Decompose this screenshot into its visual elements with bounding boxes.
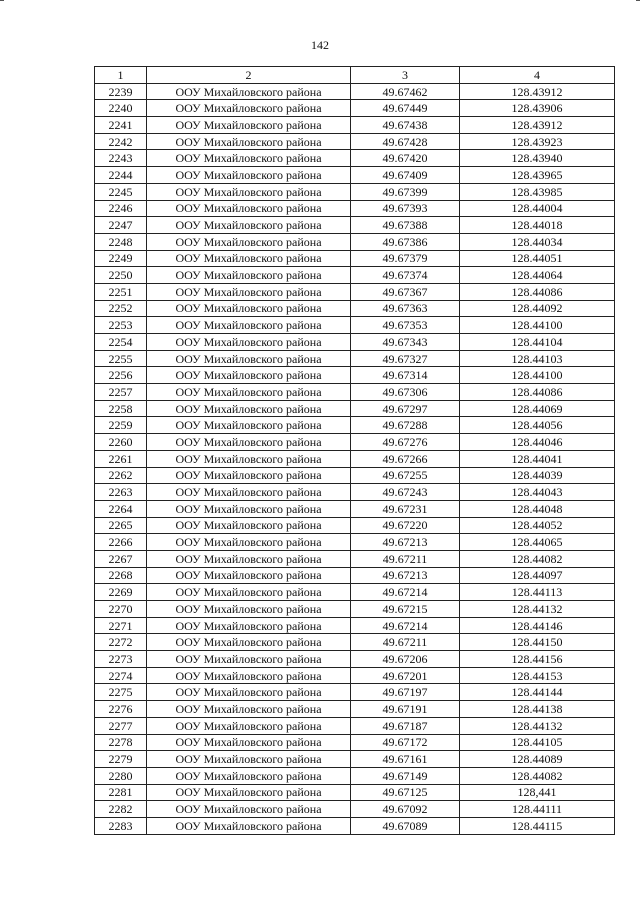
organization-name-cell: ООУ Михайловского района [147,701,351,718]
row-number-cell: 2260 [95,434,147,451]
row-number-cell: 2247 [95,217,147,234]
row-number-cell: 2251 [95,283,147,300]
row-number-cell: 2270 [95,601,147,618]
row-number-cell: 2283 [95,817,147,834]
organization-name-cell: ООУ Михайловского района [147,567,351,584]
latitude-cell: 49.67399 [351,183,460,200]
organization-name-cell: ООУ Михайловского района [147,317,351,334]
longitude-cell: 128.44105 [460,734,615,751]
longitude-cell: 128.44115 [460,817,615,834]
row-number-cell: 2276 [95,701,147,718]
table-row [95,784,615,801]
organization-name-cell: ООУ Михайловского района [147,117,351,134]
row-number-cell: 2277 [95,717,147,734]
table-row [95,83,615,100]
column-header-2: 2 [147,67,351,84]
latitude-cell: 49.67161 [351,751,460,768]
longitude-cell: 128.44082 [460,550,615,567]
organization-name-cell: ООУ Михайловского района [147,100,351,117]
latitude-cell: 49.67266 [351,450,460,467]
table-row [95,283,615,300]
latitude-cell: 49.67213 [351,567,460,584]
longitude-cell: 128.44156 [460,651,615,668]
longitude-cell: 128.44046 [460,434,615,451]
latitude-cell: 49.67213 [351,534,460,551]
coordinates-table [94,66,615,835]
latitude-cell: 49.67297 [351,400,460,417]
latitude-cell: 49.67215 [351,601,460,618]
latitude-cell: 49.67363 [351,300,460,317]
organization-name-cell: ООУ Михайловского района [147,550,351,567]
column-header-1: 1 [95,67,147,84]
row-number-cell: 2257 [95,384,147,401]
organization-name-cell: ООУ Михайловского района [147,250,351,267]
table-row [95,534,615,551]
organization-name-cell: ООУ Михайловского района [147,767,351,784]
latitude-cell: 49.67374 [351,267,460,284]
longitude-cell: 128.44132 [460,601,615,618]
row-number-cell: 2269 [95,584,147,601]
latitude-cell: 49.67197 [351,684,460,701]
latitude-cell: 49.67211 [351,550,460,567]
organization-name-cell: ООУ Михайловского района [147,817,351,834]
latitude-cell: 49.67314 [351,367,460,384]
longitude-cell: 128.44100 [460,367,615,384]
latitude-cell: 49.67187 [351,717,460,734]
latitude-cell: 49.67172 [351,734,460,751]
organization-name-cell: ООУ Михайловского района [147,334,351,351]
table-row [95,167,615,184]
table-body [95,83,615,834]
organization-name-cell: ООУ Михайловского района [147,83,351,100]
table-row [95,751,615,768]
latitude-cell: 49.67409 [351,167,460,184]
longitude-cell: 128.44051 [460,250,615,267]
row-number-cell: 2254 [95,334,147,351]
row-number-cell: 2266 [95,534,147,551]
latitude-cell: 49.67306 [351,384,460,401]
longitude-cell: 128.44004 [460,200,615,217]
row-number-cell: 2258 [95,400,147,417]
longitude-cell: 128.44103 [460,350,615,367]
longitude-cell: 128.44144 [460,684,615,701]
row-number-cell: 2275 [95,684,147,701]
latitude-cell: 49.67393 [351,200,460,217]
organization-name-cell: ООУ Михайловского района [147,400,351,417]
organization-name-cell: ООУ Михайловского района [147,267,351,284]
organization-name-cell: ООУ Михайловского района [147,667,351,684]
row-number-cell: 2253 [95,317,147,334]
organization-name-cell: ООУ Михайловского района [147,484,351,501]
scan-edge-mark-left [0,0,4,5]
row-number-cell: 2246 [95,200,147,217]
longitude-cell: 128.44092 [460,300,615,317]
table-row [95,317,615,334]
row-number-cell: 2271 [95,617,147,634]
table-row [95,467,615,484]
longitude-cell: 128.44100 [460,317,615,334]
latitude-cell: 49.67367 [351,283,460,300]
column-header-3: 3 [351,67,460,84]
row-number-cell: 2250 [95,267,147,284]
organization-name-cell: ООУ Михайловского района [147,450,351,467]
longitude-cell: 128.44043 [460,484,615,501]
table-row [95,434,615,451]
table-row [95,584,615,601]
latitude-cell: 49.67092 [351,801,460,818]
row-number-cell: 2263 [95,484,147,501]
longitude-cell: 128.43912 [460,117,615,134]
latitude-cell: 49.67214 [351,617,460,634]
row-number-cell: 2279 [95,751,147,768]
table-row [95,651,615,668]
organization-name-cell: ООУ Михайловского района [147,434,351,451]
table-row [95,233,615,250]
table-row [95,417,615,434]
latitude-cell: 49.67428 [351,133,460,150]
longitude-cell: 128.44065 [460,534,615,551]
organization-name-cell: ООУ Михайловского района [147,534,351,551]
latitude-cell: 49.67438 [351,117,460,134]
table-row [95,150,615,167]
table-row [95,701,615,718]
longitude-cell: 128.44082 [460,767,615,784]
latitude-cell: 49.67420 [351,150,460,167]
latitude-cell: 49.67388 [351,217,460,234]
longitude-cell: 128.43923 [460,133,615,150]
organization-name-cell: ООУ Михайловского района [147,601,351,618]
longitude-cell: 128.44146 [460,617,615,634]
table-row [95,484,615,501]
latitude-cell: 49.67214 [351,584,460,601]
longitude-cell: 128.43906 [460,100,615,117]
row-number-cell: 2273 [95,651,147,668]
row-number-cell: 2281 [95,784,147,801]
table-row [95,734,615,751]
row-number-cell: 2262 [95,467,147,484]
latitude-cell: 49.67255 [351,467,460,484]
organization-name-cell: ООУ Михайловского района [147,517,351,534]
table-row [95,117,615,134]
table-row [95,334,615,351]
table-row [95,450,615,467]
table-row [95,817,615,834]
longitude-cell: 128.44069 [460,400,615,417]
row-number-cell: 2244 [95,167,147,184]
table-row [95,100,615,117]
latitude-cell: 49.67149 [351,767,460,784]
table-row [95,601,615,618]
table-row [95,384,615,401]
row-number-cell: 2255 [95,350,147,367]
latitude-cell: 49.67449 [351,100,460,117]
longitude-cell: 128.44086 [460,384,615,401]
latitude-cell: 49.67231 [351,500,460,517]
latitude-cell: 49.67327 [351,350,460,367]
row-number-cell: 2278 [95,734,147,751]
longitude-cell: 128.44018 [460,217,615,234]
longitude-cell: 128.44104 [460,334,615,351]
table-row [95,267,615,284]
longitude-cell: 128.44089 [460,751,615,768]
latitude-cell: 49.67276 [351,434,460,451]
table-row [95,250,615,267]
table-row [95,500,615,517]
latitude-cell: 49.67220 [351,517,460,534]
longitude-cell: 128.43912 [460,83,615,100]
row-number-cell: 2248 [95,233,147,250]
table-row [95,367,615,384]
longitude-cell: 128.44034 [460,233,615,250]
longitude-cell: 128.44132 [460,717,615,734]
row-number-cell: 2245 [95,183,147,200]
table-row [95,400,615,417]
organization-name-cell: ООУ Михайловского района [147,784,351,801]
latitude-cell: 49.67243 [351,484,460,501]
row-number-cell: 2249 [95,250,147,267]
row-number-cell: 2272 [95,634,147,651]
longitude-cell: 128.43940 [460,150,615,167]
row-number-cell: 2261 [95,450,147,467]
row-number-cell: 2240 [95,100,147,117]
table-header-row [95,67,615,84]
organization-name-cell: ООУ Михайловского района [147,801,351,818]
latitude-cell: 49.67211 [351,634,460,651]
table-row [95,133,615,150]
organization-name-cell: ООУ Михайловского района [147,417,351,434]
latitude-cell: 49.67379 [351,250,460,267]
row-number-cell: 2265 [95,517,147,534]
organization-name-cell: ООУ Михайловского района [147,684,351,701]
organization-name-cell: ООУ Михайловского района [147,734,351,751]
latitude-cell: 49.67191 [351,701,460,718]
latitude-cell: 49.67288 [351,417,460,434]
row-number-cell: 2268 [95,567,147,584]
table-row [95,801,615,818]
table-row [95,200,615,217]
column-header-4: 4 [460,67,615,84]
row-number-cell: 2264 [95,500,147,517]
longitude-cell: 128.44150 [460,634,615,651]
longitude-cell: 128.44111 [460,801,615,818]
longitude-cell: 128.44052 [460,517,615,534]
organization-name-cell: ООУ Михайловского района [147,634,351,651]
table-row [95,183,615,200]
row-number-cell: 2239 [95,83,147,100]
table-row [95,667,615,684]
row-number-cell: 2242 [95,133,147,150]
longitude-cell: 128.44086 [460,283,615,300]
longitude-cell: 128,441 [460,784,615,801]
organization-name-cell: ООУ Михайловского района [147,617,351,634]
row-number-cell: 2252 [95,300,147,317]
organization-name-cell: ООУ Михайловского района [147,500,351,517]
longitude-cell: 128.44056 [460,417,615,434]
row-number-cell: 2256 [95,367,147,384]
organization-name-cell: ООУ Михайловского района [147,367,351,384]
table-row [95,684,615,701]
organization-name-cell: ООУ Михайловского района [147,467,351,484]
latitude-cell: 49.67206 [351,651,460,668]
longitude-cell: 128.44048 [460,500,615,517]
organization-name-cell: ООУ Михайловского района [147,217,351,234]
table-row [95,550,615,567]
table-row [95,217,615,234]
row-number-cell: 2243 [95,150,147,167]
table-row [95,634,615,651]
row-number-cell: 2259 [95,417,147,434]
organization-name-cell: ООУ Михайловского района [147,584,351,601]
row-number-cell: 2241 [95,117,147,134]
latitude-cell: 49.67089 [351,817,460,834]
organization-name-cell: ООУ Михайловского района [147,384,351,401]
longitude-cell: 128.44064 [460,267,615,284]
table-row [95,617,615,634]
table-row [95,567,615,584]
organization-name-cell: ООУ Михайловского района [147,133,351,150]
longitude-cell: 128.44039 [460,467,615,484]
page-number: 142 [311,38,329,52]
row-number-cell: 2280 [95,767,147,784]
longitude-cell: 128.44138 [460,701,615,718]
longitude-cell: 128.44097 [460,567,615,584]
latitude-cell: 49.67462 [351,83,460,100]
scan-edge-mark-right [636,0,640,5]
organization-name-cell: ООУ Михайловского района [147,651,351,668]
organization-name-cell: ООУ Михайловского района [147,150,351,167]
organization-name-cell: ООУ Михайловского района [147,751,351,768]
latitude-cell: 49.67125 [351,784,460,801]
latitude-cell: 49.67386 [351,233,460,250]
latitude-cell: 49.67343 [351,334,460,351]
table-row [95,350,615,367]
organization-name-cell: ООУ Михайловского района [147,350,351,367]
row-number-cell: 2267 [95,550,147,567]
row-number-cell: 2274 [95,667,147,684]
organization-name-cell: ООУ Михайловского района [147,283,351,300]
table-row [95,300,615,317]
organization-name-cell: ООУ Михайловского района [147,183,351,200]
table-row [95,717,615,734]
latitude-cell: 49.67353 [351,317,460,334]
row-number-cell: 2282 [95,801,147,818]
organization-name-cell: ООУ Михайловского района [147,717,351,734]
organization-name-cell: ООУ Михайловского района [147,167,351,184]
latitude-cell: 49.67201 [351,667,460,684]
table-row [95,517,615,534]
table-row [95,767,615,784]
longitude-cell: 128.44153 [460,667,615,684]
longitude-cell: 128.44113 [460,584,615,601]
organization-name-cell: ООУ Михайловского района [147,200,351,217]
organization-name-cell: ООУ Михайловского района [147,300,351,317]
longitude-cell: 128.44041 [460,450,615,467]
organization-name-cell: ООУ Михайловского района [147,233,351,250]
longitude-cell: 128.43985 [460,183,615,200]
longitude-cell: 128.43965 [460,167,615,184]
